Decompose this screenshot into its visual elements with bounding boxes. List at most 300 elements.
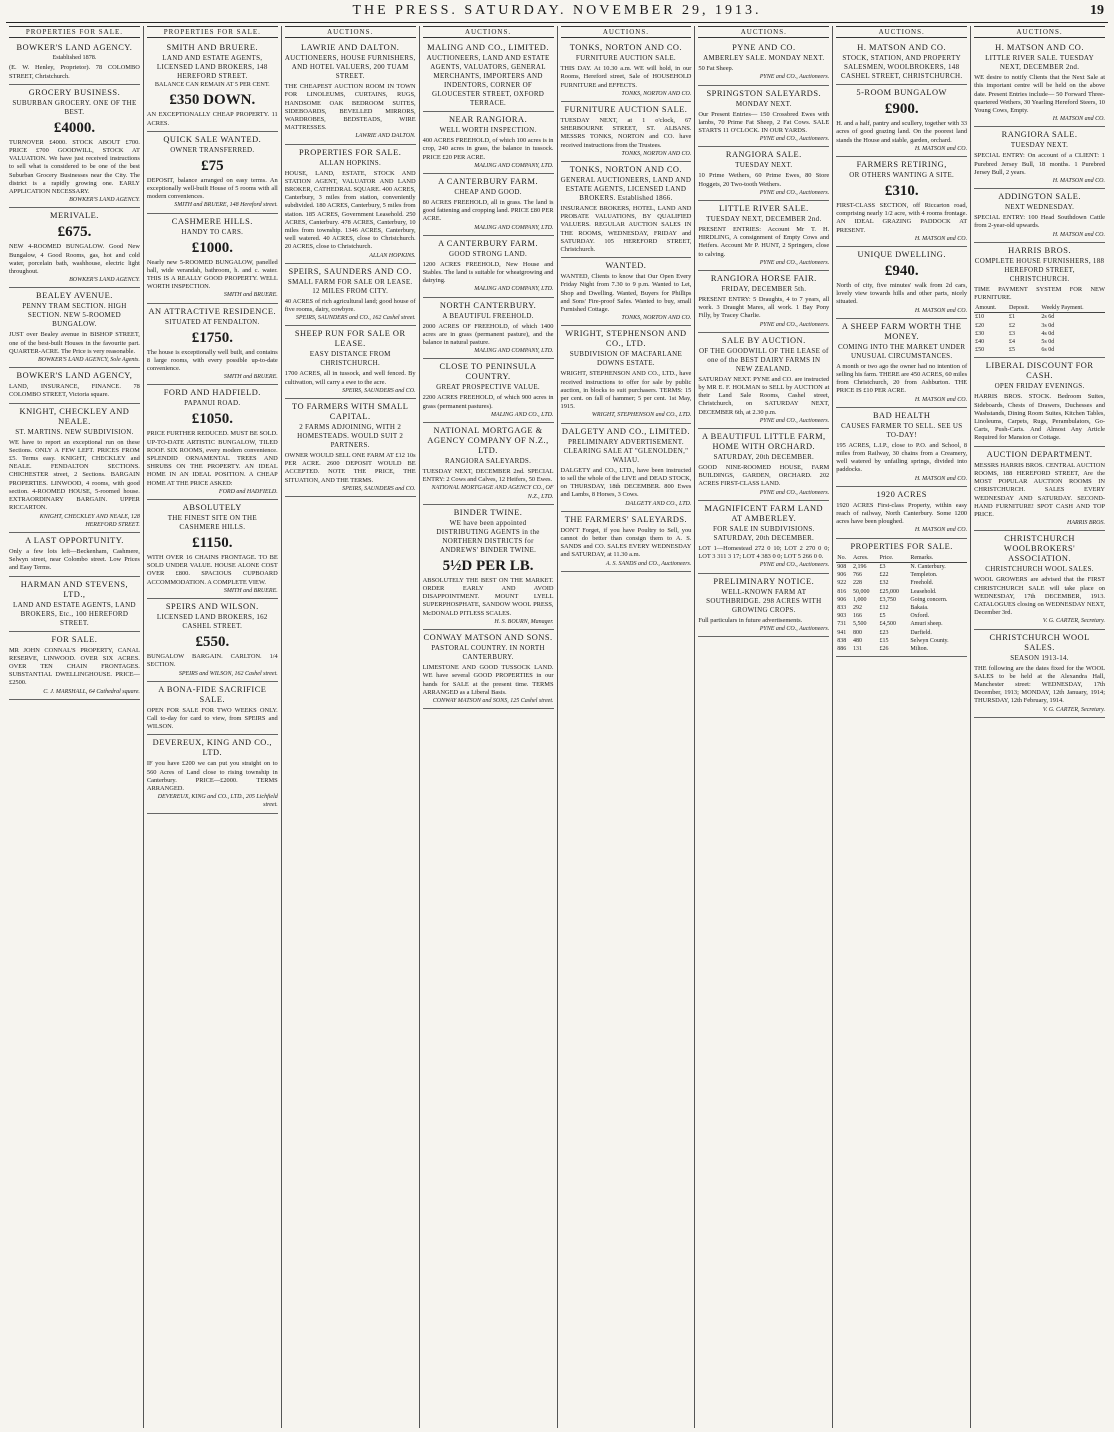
table-header: Deposit. [1008, 304, 1040, 313]
ad-signature: LAWRIE AND DALTON. [355, 133, 416, 140]
advertisement [561, 424, 692, 512]
table-row [836, 579, 967, 587]
ad-body: WE desire to notify Clients that the Next Sale at this important centre will be held on the above date. Present Entries include— 50 Forward Three-quartered Wethers, 30 Yearling Hereford Steers, 10 Young Cows, Empty. [974, 74, 1105, 115]
ad-body: 80 ACRES FREEHOLD, all in grass. The land is good fattening and cropping land. PRICE £80 PER ACRE. [422, 199, 554, 223]
advertisement [974, 243, 1105, 359]
ad-body: LAND, INSURANCE, FINANCE. 78 COLOMBO STREET, Victoria square. [9, 383, 140, 399]
advertisement [423, 298, 554, 360]
advertisement [836, 408, 967, 487]
ad-headline: A CANTERBURY FARM. [438, 177, 539, 187]
table-cell: 292 [853, 604, 863, 611]
ad-signature: H. MATSON and CO. [914, 145, 968, 152]
table-cell: £10 [975, 314, 985, 321]
ad-signature: SPEIRS and WILSON, 162 Cashel street. [178, 670, 278, 677]
table-cell: 941 [837, 629, 847, 636]
ad-headline: CASHMERE HILLS. [171, 216, 253, 226]
ad-body: H. and a half, pantry and scullery, together with 33 acres of good grazing land. On the poorest land stands the House and stable, garden, orchard. [836, 120, 968, 144]
table-cell: £3 [1008, 330, 1015, 337]
ad-subheadline: EASY DISTANCE FROM CHRISTCHURCH. [309, 350, 391, 368]
ad-price: £675. [57, 224, 92, 241]
table-header: Amount. [974, 304, 1008, 313]
advertisement [147, 304, 278, 386]
advertisement [698, 147, 829, 201]
table-cell: 5,500 [853, 621, 867, 628]
advertisement [147, 599, 278, 682]
ad-body: TUESDAY NEXT, DECEMBER 2nd. SPECIAL ENTRY: 2 Cows and Calves, 12 Heifers, 50 Ewes. [422, 468, 554, 484]
ad-body: INSURANCE BROKERS, HOTEL, LAND AND PROBATE VALUATIONS, BY QUALIFIED VALUERS. REGULAR AUCTION SALES IN THE ROOMS, WEDNESDAY, FRIDAY and SATURDAY. 105 HEREFORD STREET, Christchurch. [560, 205, 692, 254]
ad-headline: FURNITURE AUCTION SALE. [564, 105, 688, 115]
table-cell: 922 [837, 580, 847, 587]
table-cell: £3 [879, 563, 886, 570]
ad-signature: MALING AND COMPANY, LTD. [474, 348, 554, 355]
ad-body: PRICE FURTHER REDUCED. MUST BE SOLD. UP-TO-DATE ARTISTIC BUNGALOW, TILED ROOF. SIX ROOMS, every modern convenience. SPLENDID ORNAMENTAL TREES AND SHRUBS ON THE PROPERTY. AN IDEAL HOME IN AN IDEAL POSITION. A CHEAP HOME AT THE PRICE ASKED: [146, 430, 278, 487]
ad-headline: DALGETY AND CO., LIMITED. [561, 426, 690, 436]
ad-subheadline: LICENSED LAND BROKERS, 162 CASHEL STREET. [156, 613, 268, 631]
ad-signature: WRIGHT, STEPHENSON and CO., LTD. [591, 412, 692, 419]
ad-signature: H. MATSON and CO. [1052, 231, 1105, 238]
ad-headline: GROCERY BUSINESS. [28, 87, 121, 97]
ad-body: LIMESTONE AND GOOD TUSSOCK LAND. WE have several GOOD PROPERTIES in our hands for SALE at the present time. TERMS ARRANGED as a Liberal Basis. [422, 664, 554, 696]
table-header: Price. [879, 554, 910, 563]
advertisement [423, 359, 554, 423]
ad-subheadline: FURNITURE AUCTION SALE. [575, 54, 676, 63]
ad-headline: PROPERTIES FOR SALE. [299, 147, 402, 157]
ad-subheadline: PENNY TRAM SECTION. HIGH SECTION. NEW 5-ROOMED BUNGALOW. [22, 302, 127, 329]
ad-headline: A BEAUTIFUL LITTLE FARM, HOME WITH ORCHARD. [701, 432, 826, 452]
ad-headline: KNIGHT, CHECKLEY AND NEALE. [19, 406, 130, 426]
masthead-title: THE PRESS. SATURDAY. NOVEMBER 29, 1913. [352, 3, 762, 18]
table-header: Weekly Payment. [1040, 304, 1105, 313]
advertisement [9, 632, 140, 700]
advertisement [836, 157, 967, 247]
ad-signature: PYNE and CO., Auctioneers. [759, 625, 830, 632]
ad-body: ABSOLUTELY THE BEST ON THE MARKET. ORDER EARLY AND AVOID DISAPPOINTMENT. MOUNT LYELL SUPERPHOSPHATE, SANDOW WOOL PRESS, McDONALD PITLESS SCALES. [422, 576, 554, 617]
table-cell: Oxford. [910, 613, 930, 620]
advertisement [974, 358, 1105, 446]
ad-body: A month or two ago the owner had no intention of selling his farm. THERE are 450 ACRES, 60 miles from Christchurch, 20 from Ashburton. THE PRICE IS £10 PER ACRE. [836, 362, 968, 395]
ad-subheadline: FRIDAY, DECEMBER 5th. [721, 285, 807, 294]
advertisement [974, 189, 1105, 243]
table-cell: £15 [879, 637, 889, 644]
table-row [836, 612, 967, 620]
ad-headline: A LAST OPPORTUNITY. [25, 535, 124, 545]
ad-signature: PYNE and CO., Auctioneers. [759, 562, 830, 569]
ad-price: £900. [884, 101, 919, 118]
column-heading: PROPERTIES FOR SALE. [147, 26, 278, 38]
ad-subheadline: PASTORAL COUNTRY. IN NORTH CANTERBURY. [431, 644, 545, 662]
ad-headline: PROPERTIES FOR SALE. [850, 541, 953, 551]
table-row [974, 322, 1105, 330]
ad-body: Nearly new 5-ROOMED BUNGALOW, panelled hall, wide verandah, bathroom, h. and c. water. THIS IS A REALLY GOOD PROPERTY. WELL WORTH INSPECTION. [146, 258, 278, 291]
ad-headline: AN ATTRACTIVE RESIDENCE. [148, 306, 277, 316]
ad-signature: PYNE and CO., Auctioneers. [759, 259, 830, 266]
advertisement [698, 333, 829, 429]
advertisement [974, 630, 1105, 718]
ad-headline: BOWKER'S LAND AGENCY. [16, 43, 133, 53]
ad-body: WANTED, Clients to know that Our Open Every Friday Night from 7.30 to 9 p.m. Wanted to Let, Shop and Dwelling. Wanted, Buyers for Phillips and Sons' Fire-proof Safes. Wanted to buy, small Furnished Cottage. [560, 273, 692, 314]
ad-headline: BEALEY AVENUE. [36, 291, 113, 301]
ad-subheadline: PAPANUI ROAD. [184, 399, 241, 408]
ad-subheadline: COMING INTO THE MARKET UNDER UNUSUAL CIRCUMSTANCES. [837, 342, 966, 360]
advertisement [698, 271, 829, 333]
advertisement [285, 326, 416, 399]
ad-signature: H. S. BOURN, Manager. [494, 618, 554, 625]
ad-signature: PYNE and CO., Auctioneers. [759, 189, 830, 196]
ad-price: £940. [884, 263, 919, 280]
column-heading: PROPERTIES FOR SALE. [9, 26, 140, 38]
ad-headline: PYNE AND CO. [732, 43, 796, 53]
ad-subheadline: OPEN FRIDAY EVENINGS. [994, 382, 1085, 391]
advertisement [423, 40, 554, 112]
advertisement [698, 501, 829, 574]
ad-signature: NATIONAL MORTGAGE AND AGENCY CO., OF N.Z., LTD. [431, 485, 554, 500]
ad-headline: A SHEEP FARM WORTH THE MONEY. [841, 321, 962, 341]
advertisement [423, 236, 554, 298]
table-cell: 908 [837, 563, 847, 570]
table-row [836, 562, 967, 571]
advertisement [561, 40, 692, 102]
ad-headline: FORD AND HADFIELD. [163, 388, 261, 398]
ad-body: BUNGALOW BARGAIN. CARLTON. 1/4 SECTION. [146, 653, 278, 669]
newspaper-columns [6, 26, 1108, 1428]
ad-subheadline: ST. MARTINS. NEW SUBDIVISION. [15, 427, 134, 436]
table-cell: 166 [853, 613, 863, 620]
ad-signature: CONWAY MATSON and SONS, 125 Cashel street. [432, 697, 554, 704]
ad-signature: PYNE and CO., Auctioneers. [759, 136, 830, 143]
table-cell: 3s 0d [1041, 322, 1055, 329]
ad-headline: THE FARMERS' SALEYARDS. [564, 514, 688, 524]
advertisement [836, 40, 967, 85]
advertisement [9, 577, 140, 632]
ad-subheadline: GREAT PROSPECTIVE VALUE. [436, 383, 540, 392]
ad-signature: MALING AND CO., LTD. [491, 411, 554, 418]
table-cell: N. Canterbury. [910, 563, 946, 570]
ad-body: NEW 4-ROOMED BUNGALOW. Good New Bungalow, 4 Good Rooms, gas, hot and cold water, porcelain bath, washhouse, electric light throughout. [9, 243, 140, 276]
column-8 [971, 26, 1108, 1428]
ad-signature: SMITH and BRUERE, 148 Hereford street. [174, 202, 278, 209]
ad-body: MR JOHN CONNAL'S PROPERTY, CANAL RESERVE, LINWOOD. OVER SIX ACRES. OVER TEN CHAIN FRONTAGES. SUBSTANTIAL DWELLINGHOUSE. PRICE—£2500. [9, 646, 140, 687]
table-row [836, 629, 967, 637]
advertisement [423, 630, 554, 709]
ad-signature: TONKS, NORTON AND CO. [621, 150, 692, 157]
ad-subheadline: CAUSES FARMER TO SELL. SEE US TO-DAY! [840, 421, 963, 439]
advertisement [698, 86, 829, 148]
column-heading: AUCTIONS. [836, 26, 967, 38]
ad-subheadline: GOOD STRONG LAND. [449, 249, 528, 258]
ad-headline: NEAR RANGIORA. [448, 115, 528, 125]
table-cell: £40 [975, 339, 985, 346]
ad-body: THE CHEAPEST AUCTION ROOM IN TOWN FOR LINOLEUMS, CURTAINS, RUGS, HANDSOME OAK BEDROOM SUITES, SIDEBOARDS, BEVELLED MIRRORS, WARDROBES, BEDSTEADS, WIRE MATTRESSES. [284, 83, 416, 132]
ad-body: WITH OVER 16 CHAINS FRONTAGE. TO BE SOLD UNDER VALUE. HOUSE ALONE COST OVER £800. SPACIOUS CUPBOARD ACCOMMODATION. A COMPLETE VIEW. [146, 554, 278, 586]
ad-subheadline: OWNER TRANSFERRED. [170, 145, 255, 154]
ad-body: HARRIS BROS. STOCK. Bedroom Suites, Sideboards, Chests of Drawers, Duchesses and Washstands, Dining Room Suites, Kitchen Tables, Linoleums, Carpets, Rugs, Perambulators, Go-Carts, Push-Carts. And Almost Any Article Required for Mansion or Cottage. [974, 393, 1105, 442]
table-cell: £1 [1008, 314, 1015, 321]
table-cell: 1,000 [853, 596, 867, 603]
ad-subheadline: THE FINEST SITE ON THE CASHMERE HILLS. [167, 514, 257, 532]
ad-note: Established 1878. [52, 54, 97, 62]
advertisement [836, 85, 967, 157]
ad-headline: WRIGHT, STEPHENSON AND CO., LTD. [565, 329, 687, 349]
advertisement [974, 531, 1105, 629]
advertisement [285, 399, 416, 497]
column-3 [282, 26, 420, 1428]
table-row [836, 596, 967, 604]
ad-headline: BAD HEALTH [872, 410, 931, 420]
table-row [974, 330, 1105, 338]
ad-note: BALANCE CAN REMAIN AT 5 PER CENT. [154, 81, 270, 89]
ad-subheadline: WELL-KNOWN FARM AT SOUTHBRIDGE. 298 ACRES WITH GROWING CROPS. [706, 587, 822, 614]
ad-headline: QUICK SALE WANTED. [163, 134, 262, 144]
ad-subheadline: OF THE GOODWILL OF THE LEASE of one of the BEST DAIRY FARMS IN NEW ZEALAND. [698, 346, 829, 373]
ad-subheadline: CHEAP AND GOOD. [454, 188, 522, 197]
ad-signature: HARRIS BROS. [1067, 520, 1105, 527]
advertisement [9, 85, 140, 209]
table-cell: £32 [879, 580, 889, 587]
advertisement [285, 145, 416, 264]
advertisement [147, 385, 278, 500]
ad-headline: SPRINGSTON SALEYARDS. [706, 88, 822, 98]
advertisement [423, 423, 554, 505]
ad-signature: PYNE and CO., Auctioneers. [759, 74, 830, 81]
ad-subheadline: A BEAUTIFUL FREEHOLD. [442, 311, 534, 320]
advertisement [561, 258, 692, 326]
ad-body: North of city, five minutes' walk from 2d cars, lovely view towards hills and other parts, nicely situated. [836, 282, 968, 306]
advertisement [698, 201, 829, 271]
page-number: 19 [1090, 3, 1104, 18]
ad-subheadline: WE have been appointed DISTRIBUTING AGENTS in the NORTHERN DISTRICTS for ANDREWS' BINDER TWINE. [436, 518, 540, 554]
table-row [836, 588, 967, 596]
ad-headline: H. MATSON AND CO. [995, 43, 1084, 53]
advertisement [561, 512, 692, 572]
ad-subheadline: OR OTHERS WANTING A SITE. [849, 171, 955, 180]
masthead [6, 0, 1108, 23]
advertisement [974, 40, 1105, 127]
ad-signature: KNIGHT, CHECKLEY AND NEALE, 128 HEREFORD STREET. [39, 513, 140, 528]
ad-subheadline: TUESDAY NEXT. [1010, 141, 1069, 150]
ad-body: LOT 1—Homestead 272 0 10; LOT 2 270 0 0; LOT 3 311 3 17; LOT 4 383 0 0; LOT 5 266 0 0. [698, 544, 830, 561]
ad-headline: NATIONAL MORTGAGE & AGENCY COMPANY OF N.Z., LTD. [427, 426, 549, 456]
ad-headline: CHRISTCHURCH WOOLBROKERS' ASSOCIATION. [1003, 534, 1076, 564]
ad-body: 1200 ACRES FREEHOLD, New House and Stables. The land is suitable for wheatgrowing and dairying. [422, 260, 554, 285]
ad-headline: SPEIRS AND WILSON. [165, 602, 259, 612]
ad-headline: SMITH AND BRUERE. [166, 43, 259, 53]
advertisement [698, 429, 829, 501]
ad-headline: AUCTION DEPARTMENT. [986, 449, 1093, 459]
ad-price: £1050. [191, 411, 233, 428]
advertisement [423, 174, 554, 236]
ad-headline: A BONA-FIDE SACRIFICE SALE. [158, 684, 267, 704]
ad-signature: SPEIRS, SAUNDERS and CO. [342, 485, 416, 492]
ad-headline: MALING AND CO., LIMITED. [427, 43, 549, 53]
advertisement [9, 40, 140, 85]
ad-signature: MALING AND COMPANY, LTD. [474, 162, 554, 169]
table-cell: 50,000 [853, 588, 870, 595]
table-cell: 6s 0d [1041, 347, 1055, 354]
column-heading: AUCTIONS. [423, 26, 554, 38]
table-cell: Milton. [910, 645, 929, 652]
advertisement [836, 487, 967, 539]
advertisement [698, 574, 829, 637]
ad-headline: 1920 ACRES [876, 489, 927, 499]
ad-headline: WANTED. [605, 261, 647, 271]
ad-subheadline: CHRISTCHURCH WOOL SALES. [985, 565, 1094, 574]
ad-body: 2000 ACRES OF FREEHOLD, of which 1400 acres are in grass (permanent pasture), and the balance in natural pasture. [422, 322, 554, 347]
ad-headline: RANGIORA SALE. [725, 150, 802, 160]
ad-body: 40 ACRES of rich agricultural land; good house of five rooms, dairy, cowbyre. [284, 297, 416, 314]
ad-subheadline: ALLAN HOPKINS. [319, 158, 382, 167]
ad-headline: CLOSE TO PENINSULA COUNTRY. [439, 362, 537, 382]
ad-price: £1750. [191, 329, 233, 346]
column-5 [558, 26, 696, 1428]
table-row [836, 571, 967, 579]
ad-signature: PYNE and CO., Auctioneers. [759, 417, 830, 424]
ad-subheadline: RANGIORA SALEYARDS. [444, 457, 532, 466]
ad-body: 195 ACRES, L.I.P., close to P.O. and School, 8 miles from Railway, 30 chains from a Creamery, well watered by unfailing springs, divided into paddocks. [836, 441, 968, 474]
ad-headline: H. MATSON AND CO. [857, 43, 947, 53]
ad-headline: LAWRIE AND DALTON. [301, 43, 400, 53]
ad-subheadline: SUBDIVISION OF MACFARLANE DOWNS ESTATE. [569, 350, 683, 368]
ad-headline: SPEIRS, SAUNDERS AND CO. [288, 266, 412, 276]
table-cell: 228 [853, 580, 863, 587]
ad-signature: H. MATSON and CO. [1052, 116, 1105, 123]
advertisement [147, 214, 278, 304]
column-heading: AUCTIONS. [698, 26, 829, 38]
ad-body: AN EXCEPTIONALLY CHEAP PROPERTY. 11 ACRES. [146, 111, 278, 127]
table-row [836, 604, 967, 612]
ad-subheadline: LITTLE RIVER SALE. TUESDAY NEXT, DECEMBER 2nd. [985, 54, 1095, 72]
ad-signature: SPEIRS, SAUNDERS and CO. [342, 387, 416, 394]
ad-signature: BOWKER'S LAND AGENCY. [69, 277, 140, 284]
advertisement [836, 247, 967, 319]
ad-headline: MERIVALE. [50, 211, 99, 221]
table-cell: Bakaia. [910, 604, 929, 611]
ad-body: TUESDAY NEXT, at 1 o'clock, 67 SHERBOURNE STREET, ST. ALBANS. MESSRS TONKS, NORTON and CO. have received instructions from the Trustees. [560, 117, 692, 149]
ad-headline: LIBERAL DISCOUNT FOR CASH. [985, 361, 1094, 381]
ad-subheadline: NEXT WEDNESDAY. [1004, 203, 1075, 212]
table-cell: £23 [879, 629, 889, 636]
table-cell: 886 [837, 645, 847, 652]
ad-headline: NORTH CANTERBURY. [439, 300, 537, 310]
ad-price: £75 [201, 157, 224, 174]
ad-signature: DEVEREUX, KING and CO., LTD., 205 Lichfield street. [157, 794, 278, 809]
ad-signature: H. MATSON and CO. [1052, 178, 1105, 185]
ad-signature: TONKS, NORTON AND CO. [621, 90, 692, 97]
advertisement [9, 208, 140, 288]
column-heading: AUCTIONS. [285, 26, 416, 38]
advertisement [147, 682, 278, 736]
advertisement [561, 102, 692, 162]
ad-subheadline: SUBURBAN GROCERY. ONE OF THE BEST. [12, 98, 137, 116]
ad-headline: BOWKER'S LAND AGENCY, [16, 371, 133, 381]
table-cell: 906 [837, 596, 847, 603]
ad-headline: BINDER TWINE. [453, 507, 523, 517]
table-cell: £3,750 [879, 596, 897, 603]
advertisement [698, 40, 829, 85]
table-cell: £5 [879, 613, 886, 620]
ad-signature: A. S. SANDS and CO., Auctioneers. [605, 560, 692, 567]
ad-headline: UNIQUE DWELLING. [857, 250, 946, 260]
table-header: Acres. [852, 554, 879, 563]
ad-body: TURNOVER £4000. STOCK ABOUT £700. PRICE £700 GOODWILL, STOCK AT VALUATION. We have just received instructions to sell what is considered to be one of the best Suburban Grocery Businesses near the City. The district is a rapidly growing one. EARLY APPLICATION NECESSARY. [9, 138, 140, 196]
ad-subheadline: AUCTIONEERS, LAND AND ESTATE AGENTS, VALUATORS, GENERAL MERCHANTS, IMPORTERS AND INDENTORS, CORNER OF GLOUCESTER STREET, OXFORD TERRACE. [426, 54, 550, 108]
table-cell: Templeton. [910, 572, 938, 579]
advertisement [9, 404, 140, 533]
ad-body: WE have to report an exceptional run on these Sections. ONLY A FEW LEFT. PRICES FROM £5. Terms easy. KNIGHT, CHECKLEY and NEALE. FENDALTON SECTIONS. CHICHESTER street, 2 Sections. BARGAIN PROPERTIES. LINWOOD, 4 rooms, with good section. 4-ROOMED HOUSE, 5-roomed house. EXTRAORDINARY BARGAIN. UPPER RICCARTON. [9, 438, 140, 512]
ad-headline: SALE BY AUCTION. [721, 335, 806, 345]
column-4 [420, 26, 558, 1428]
table-cell: 816 [837, 588, 847, 595]
table-cell: £20 [975, 322, 985, 329]
column-heading: AUCTIONS. [561, 26, 692, 38]
advertisement [974, 447, 1105, 532]
table-row [836, 645, 967, 653]
ad-body: 50 Fat Sheep. [698, 65, 734, 73]
ad-headline: DEVEREUX, KING AND CO., LTD. [152, 738, 273, 758]
table-header: No. [836, 554, 852, 563]
ad-subheadline: GENERAL AUCTIONEERS, LAND AND ESTATE AGENTS, LICENSED LAND BROKERS. Established 1866. [560, 176, 692, 203]
table-cell: £5 [1008, 347, 1015, 354]
ad-subheadline: SEASON 1913-14. [1010, 653, 1069, 662]
ad-signature: SPEIRS, SAUNDERS and CO., 162 Cashel street. [295, 315, 416, 322]
advertisement [147, 500, 278, 599]
ad-subheadline: SMALL FARM FOR SALE OR LEASE. 12 MILES FROM CITY. [287, 277, 413, 295]
ad-subheadline: STOCK, STATION, AND PROPERTY SALESMEN, WOOLBROKERS, 148 CASHEL STREET, CHRISTCHURCH. [840, 54, 963, 81]
ad-body: SPECIAL ENTRY: On account of a CLIENT: 1 Purebred Jersey Bull, 18 months. 1 Purebred Jersey Bull, 2 years. [974, 152, 1105, 176]
ad-body: Our Present Entries— 150 Crossbred Ewes with lambs, 70 Prime Fat Sheep, 2 Fat Cows. SALE STARTS 11 O'CLOCK. IN OUR YARDS. [698, 110, 830, 135]
ad-subheadline: COMPLETE HOUSE FURNISHERS, 188 HEREFORD STREET, CHRISTCHURCH. [974, 256, 1105, 283]
ad-headline: 5-ROOM BUNGALOW [856, 88, 947, 98]
column-6 [695, 26, 833, 1428]
table-cell: 2,196 [853, 563, 867, 570]
ad-body: WRIGHT, STEPHENSON AND CO., LTD., have received instructions to offer for sale by public auction, in blocks to suit purchasers. TERMS: 15 per cent. on fall of hammer; 5 per cent. 1st May, 1915. [560, 370, 692, 411]
column-2 [144, 26, 282, 1428]
table-cell: £12 [879, 604, 889, 611]
advertisement [285, 264, 416, 327]
ad-price: £4000. [53, 119, 96, 136]
advertisement [285, 40, 416, 144]
table-cell: 480 [853, 637, 863, 644]
ad-signature: BOWKER'S LAND AGENCY. [69, 197, 140, 204]
table-cell: Freehold. [910, 580, 934, 587]
ad-body: 1920 ACRES First-class Property, within easy reach of railway, North Canterbury. Some 1200 acres have been ploughed. [836, 501, 968, 526]
advertisement [147, 132, 278, 214]
ad-body: SPECIAL ENTRY: 100 Head Southdown Cattle from 2-year-old upwards. [974, 214, 1105, 230]
ad-subheadline: TUESDAY NEXT. [735, 161, 793, 170]
ad-body: MESSRS HARRIS BROS. CENTRAL AUCTION ROOMS, 188 HEREFORD STREET, Are the MOST POPULAR AUCTION ROOMS IN CHRISTCHURCH. SALES EVERY WEDNESDAY AND SATURDAY. SECOND-HAND FURNITURE! SPOT CASH AND TOP PRICE. [974, 461, 1105, 518]
ad-signature: H. MATSON and CO. [914, 396, 968, 403]
column-1 [6, 26, 144, 1428]
ad-subheadline: FOR SALE IN SUBDIVISIONS. SATURDAY, 20th DECEMBER. [713, 524, 815, 542]
advertisement [561, 326, 692, 423]
ad-price: £310. [884, 183, 919, 200]
table-cell: Selwyn County. [910, 637, 949, 644]
ad-subheadline: MONDAY NEXT. [735, 99, 792, 108]
ad-signature: PYNE and CO., Auctioneers. [759, 321, 830, 328]
ad-body: JUST over Bealey avenue in BISHOP STREET, one of the best-built Houses in the favourite part. QUARTER-ACRE. The Price is very reasonable. [9, 331, 140, 355]
ad-signature: MALING AND COMPANY, LTD. [474, 286, 554, 293]
ad-subheadline: TUESDAY NEXT, DECEMBER 2nd. [706, 215, 822, 224]
table-cell: Amuri sheep. [910, 621, 943, 628]
column-heading: AUCTIONS. [974, 26, 1105, 38]
ad-headline: ADDINGTON SALE. [998, 192, 1081, 202]
ad-price: £1000. [191, 239, 233, 256]
ad-body: The house is exceptionally well built, and contains 8 large rooms, with every possible up-to-date convenience. [146, 348, 278, 373]
ad-signature: SMITH and BRUERE. [223, 374, 278, 381]
ad-subheadline: 2 FARMS ADJOINING, WITH 2 HOMESTEADS. WOULD SUIT 2 PARTNERS. [297, 423, 404, 450]
ad-signature: DALGETY AND CO., LTD. [625, 500, 692, 507]
table-cell: Leasehold. [910, 588, 937, 595]
advertisement [9, 533, 140, 577]
